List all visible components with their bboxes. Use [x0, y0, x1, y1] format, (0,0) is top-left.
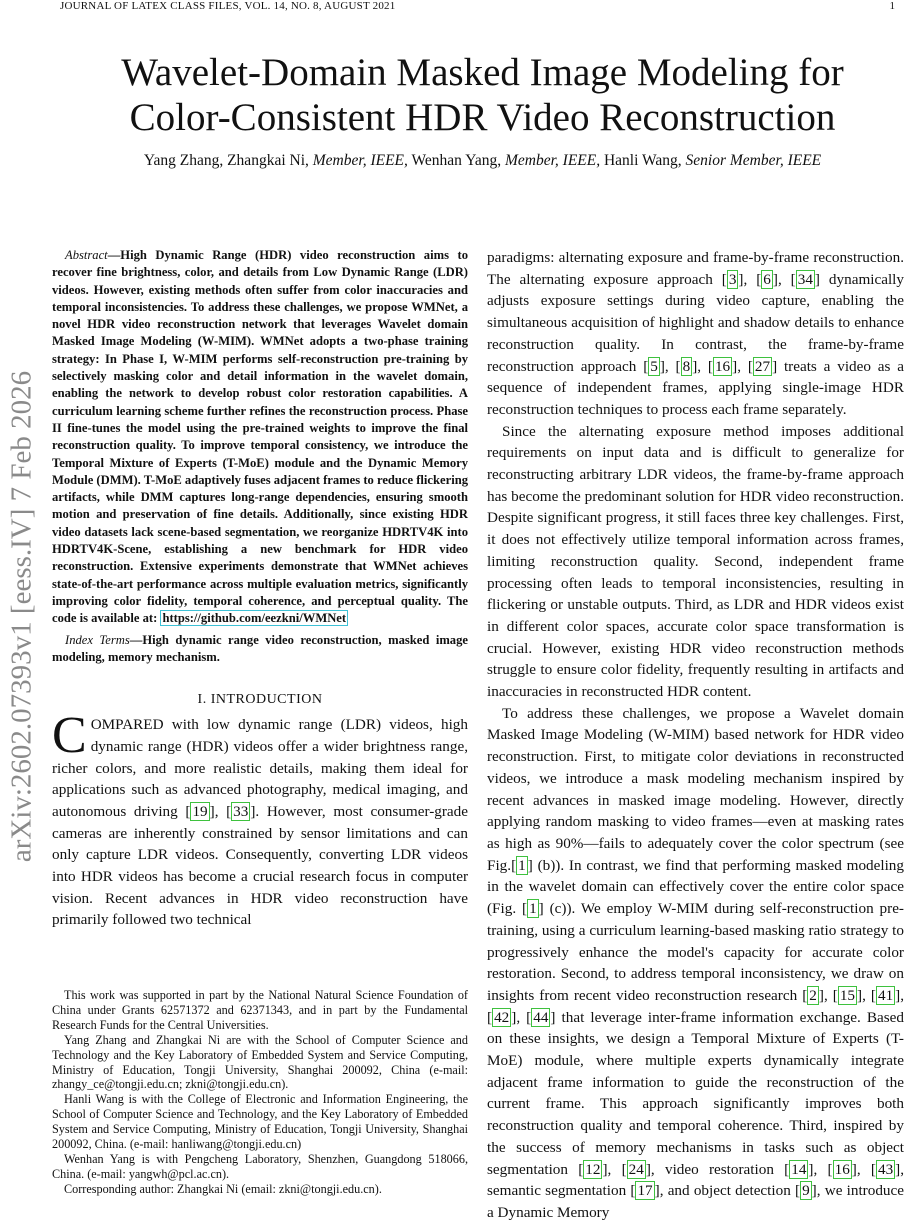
author-name: Yang Zhang, [143, 152, 224, 169]
footnote: Wenhan Yang is with Pengcheng Laboratory, Shenzhen, Guangdong 518066, China. (e-mail: yangwh@pcl.ac.cn). [52, 1151, 468, 1181]
citation-link[interactable]: 3 [728, 270, 737, 288]
author-role: Member, IEEE, [504, 152, 601, 169]
citation-link[interactable]: 41 [877, 986, 894, 1004]
code-link[interactable]: https://github.com/eezkni/WMNet [162, 611, 347, 626]
author-name: Hanli Wang, [603, 152, 682, 169]
body-paragraph: To address these challenges, we propose a Wavelet domain Masked Image Modeling (W-MIM) based network for HDR video reconstruction. First, to mitigate color deviations in reconstructed videos, we introduce a mask modeling mechanism inspired by recent advances in masked image modeling. However, directly applying random masking to video frames—even at masking rates as high as 90%—fails to adequately cover the color spectrum (see Fig.[ 1 ] (b)). In contrast, we find that performing masked modeling in the wavelet domain can effectively cover the entire color space (Fig. [ 1 ] (c)). We employ W-MIM during self-reconstruction pre-training, using a curriculum learning-based masking ratio strategy to progressively enhance the model's capacity for accurate color restoration. Second, to address temporal inconsistency, we draw on insights from recent video reconstruction research [ 2 ], [ 15 ], [ 41 ], [ 42 ], [ 44 ] that leverage inter-frame information exchange. Based on these insights, we design a Temporal Mixture of Experts (T-MoE) module, where multiple experts dynamically integrate adjacent frame information to guide the reconstruction of the current frame. This approach significantly improves both reconstruction quality and temporal coherence. Third, inspired by the success of memory mechanisms in tasks such as object segmentation [ 12 ], [ 24 ], video restoration [ 14 ], [ 16 ], [ 43 ], semantic segmentation [ 17 ], and object detection [ 9 ], we introduce a Dynamic Memory [487, 704, 905, 1221]
index-terms-label: Index Terms [65, 632, 130, 647]
citation-link[interactable]: 16 [834, 1160, 850, 1178]
author-role: Senior Member, IEEE [685, 152, 822, 169]
body-paragraph: Since the alternating exposure method imposes additional requirements on input data and is difficult to generalize for reconstructing arbitrary LDR videos, the frame-by-frame approach has become the predominant solution for HDR video reconstruction. Despite significant progress, it still faces three key challenges. First, it does not effectively utilize temporal information across frames, limiting reconstruction quality. Second, independent frame processing often leads to temporal inconsistencies, resulting in flickering or unstable outputs. Third, as LDR and HDR videos exist in different color spaces, accurate color space transformation is crucial. However, existing HDR video reconstruction methods struggle to ensure color fidelity, frequently resulting in artifacts and inaccuracies in reconstructed HDR content. [487, 422, 904, 701]
citation-link[interactable]: 44 [533, 1008, 549, 1026]
citation-link[interactable]: 15 [839, 986, 856, 1004]
intro-text: with low dynamic range (LDR) videos, high dynamic range (HDR) videos offer a wider brightness range, richer colors, and more realistic details, making them ideal for applications such as advanced photography, medical imaging, and autonomous driving [ 19 ], [ 33 ]. However, most consumer-grade cameras are inherently constrained by sensor limitations and can only capture LDR videos. Consequently, converting LDR videos into HDR videos has become a crucial research focus in computer vision. Recent advances in HDR video reconstruction have primarily followed two technical [52, 716, 468, 929]
citation-link[interactable]: 6 [763, 270, 771, 288]
citation-link[interactable]: 5 [650, 357, 658, 375]
title-line: Wavelet-Domain Masked Image Modeling for [121, 51, 844, 94]
citation-link[interactable]: 9 [802, 1182, 810, 1200]
left-column [52, 247, 468, 931]
citation-link[interactable]: 34 [797, 270, 813, 288]
citation-link[interactable]: 2 [809, 986, 817, 1004]
footnote: Hanli Wang is with the College of Electronic and Information Engineering, the School of Computer Science and Technology, and the Key Laboratory of Embedded System and Service Computing, Ministry of Education, Tongji University, Shanghai 200092, China. (e-mail: hanliwang@tongji.edu.cn) [52, 1092, 468, 1152]
abstract-label: Abstract [65, 248, 108, 262]
author-name: Zhangkai Ni, [227, 152, 309, 169]
citation-link[interactable]: 1 [518, 856, 526, 874]
citation-link[interactable]: 33 [233, 802, 249, 820]
citation-link[interactable]: 42 [494, 1008, 510, 1026]
section-heading: I. INTRODUCTION [197, 692, 323, 708]
arxiv-stamp: arXiv:2602.07393v1 [eess.IV] 7 Feb 2026 [5, 370, 38, 863]
right-column [487, 247, 904, 1224]
footnote: This work was supported in part by the National Natural Science Foundation of China under Grants 62571372 and 62371343, and in part by the Fundamental Research Funds for the Central Universities. [52, 988, 468, 1032]
footnote: Corresponding author: Zhangkai Ni (email: zkni@tongji.edu.cn). [64, 1181, 382, 1196]
author-list [0, 152, 905, 170]
abstract-text: —High Dynamic Range (HDR) video reconstruction aims to recover fine brightness, color, and details from Low Dynamic Range (LDR) videos. However, existing methods often suffer from color inaccuracies and temporal inconsistencies. To address these challenges, we propose WMNet, a novel HDR video reconstruction network that leverages Wavelet domain Masked Image Modeling (W-MIM). WMNet adopts a two-phase training strategy: In Phase I, W-MIM performs self-reconstruction pre-training by selectively masking color and detail information in the wavelet domain, enabling the network to develop robust color restoration capabilities. A curriculum learning scheme further refines the reconstruction process. Phase II fine-tunes the model using the pre-trained weights to improve the final reconstruction quality. To improve temporal consistency, we introduce the Temporal Mixture of Experts (T-MoE) module and the Dynamic Memory Module (DMM). T-MoE adaptively fuses adjacent frames to reduce flickering artifacts, while DMM captures long-range dependencies, ensuring smooth motion and preservation of fine details. Additionally, since existing HDR video datasets lack scene-based segmentation, we reorganize HDRTV4K into HDRTV4K-Scene, establishing a new benchmark for HDR video reconstruction. Extensive experiments demonstrate that WMNet achieves state-of-the-art performance across multiple evaluation metrics, significantly improving color fidelity, temporal coherence, and perceptual quality. The code is available at: [52, 248, 469, 626]
intro-first-word: OMPARED [90, 716, 164, 734]
author-role: Member, IEEE, [312, 152, 408, 169]
index-terms-text: —High dynamic range video reconstruction, masked image modeling, memory mechanism. [52, 632, 468, 664]
citation-link[interactable]: 27 [754, 357, 771, 375]
citation-link[interactable]: 12 [585, 1160, 601, 1178]
citation-link[interactable]: 19 [192, 802, 208, 820]
index-terms [52, 632, 468, 667]
page-number: 1 [889, 0, 895, 12]
citation-link[interactable]: 14 [791, 1160, 807, 1178]
intro-paragraph [52, 707, 468, 931]
body-paragraph: paradigms: alternating exposure and frame-by-frame reconstruction. The alternating exposure approach [ 3 ], [ 6 ], [ 34 ] dynamically adjusts exposure settings during video capture, enabling the simultaneous acquisition of highlight and shadow details to enhance reconstruction quality. In contrast, the frame-by-frame reconstruction approach [ 5 ], [ 8 ], [ 16 ], [ 27 ] treats a video as a sequence of independent frames, applying single-image HDR reconstruction techniques to process each frame separately. [487, 249, 905, 418]
citation-link[interactable]: 8 [682, 357, 691, 375]
drop-cap: C [52, 707, 87, 765]
title-line: Color-Consistent HDR Video Reconstruction [129, 96, 836, 139]
citation-link[interactable]: 1 [529, 900, 537, 918]
citation-link[interactable]: 16 [714, 357, 731, 375]
footnote: Yang Zhang and Zhangkai Ni are with the School of Computer Science and Technology and the Key Laboratory of Embedded System and Service Computing, Ministry of Education, Tongji University, Shanghai 200092, China (e-mail: zhangy_ce@tongji.edu.cn; zkni@tongji.edu.cn). [52, 1032, 468, 1092]
footnotes [52, 988, 468, 1197]
abstract [52, 247, 468, 628]
running-header: JOURNAL OF LATEX CLASS FILES, VOL. 14, NO. 8, AUGUST 2021 [60, 0, 396, 12]
citation-link[interactable]: 17 [637, 1182, 653, 1200]
author-name: Wenhan Yang, [411, 152, 502, 169]
citation-link[interactable]: 43 [877, 1160, 894, 1178]
paper-title [0, 50, 905, 140]
citation-link[interactable]: 24 [628, 1160, 644, 1178]
